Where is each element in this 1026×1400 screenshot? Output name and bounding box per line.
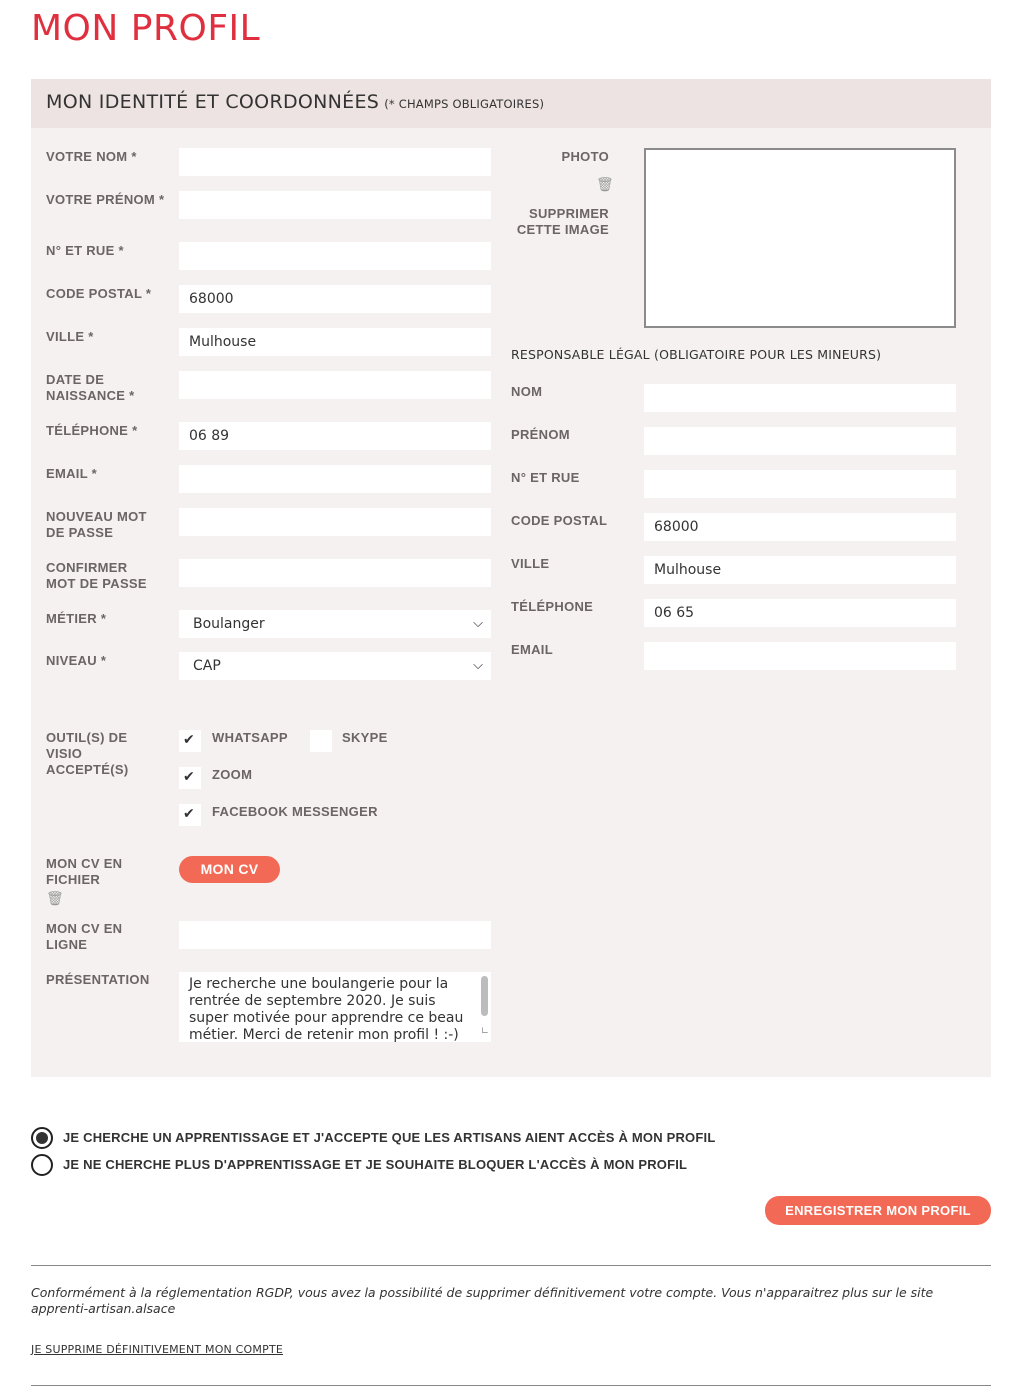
presentation-label: PRÉSENTATION: [46, 972, 150, 987]
code-postal-label: CODE POSTAL *: [46, 286, 152, 301]
legal-code-postal-input[interactable]: 68000: [644, 513, 956, 541]
metier-label: MÉTIER *: [46, 611, 107, 626]
niveau-select[interactable]: [179, 652, 491, 680]
chevron-down-icon: ⌵: [473, 658, 483, 673]
cv-ligne-label: MON CV EN LIGNE: [46, 921, 123, 952]
mon-cv-button[interactable]: MON CV: [179, 856, 280, 883]
telephone-label: TÉLÉPHONE *: [46, 423, 138, 438]
divider: [31, 1265, 991, 1266]
rue-input[interactable]: [179, 242, 491, 270]
legal-ville-label: VILLE: [511, 556, 550, 571]
chevron-down-icon: ⌵: [473, 616, 483, 631]
trash-icon[interactable]: 🗑: [46, 891, 64, 907]
whatsapp-label: WHATSAPP: [212, 730, 288, 745]
trash-icon[interactable]: 🗑: [596, 177, 614, 193]
legal-code-postal-label: CODE POSTAL: [511, 513, 608, 528]
legal-nom-input[interactable]: [644, 384, 956, 412]
niveau-label: NIVEAU *: [46, 653, 107, 668]
panel-header: [31, 79, 991, 128]
profile-panel: [31, 79, 991, 1077]
checkmark-icon: ✔: [183, 769, 195, 785]
zoom-checkbox[interactable]: [179, 767, 201, 789]
facebook-messenger-checkbox[interactable]: [179, 804, 201, 826]
legal-telephone-label: TÉLÉPHONE: [511, 599, 594, 614]
code-postal-input[interactable]: 68000: [179, 285, 491, 313]
confirmer-mdp-label: CONFIRMER MOT DE PASSE: [46, 560, 147, 591]
visio-label: OUTIL(S) DE VISIO ACCEPTÉ(S): [46, 730, 129, 777]
checkmark-icon: ✔: [183, 806, 195, 822]
rue-label: N° ET RUE *: [46, 243, 124, 258]
delete-account-link[interactable]: JE SUPPRIME DÉFINITIVEMENT MON COMPTE: [31, 1343, 284, 1356]
photo-label: PHOTO: [561, 149, 609, 164]
email-label: EMAIL *: [46, 466, 97, 481]
rgpd-note: Conformément à la réglementation RGDP, vous avez la possibilité de supprimer définitivement votre compte. Vous n'apparaitrez plus sur le site apprenti-artisan.alsace: [31, 1285, 934, 1316]
whatsapp-checkbox[interactable]: [179, 730, 201, 752]
presentation-textarea[interactable]: [179, 972, 491, 1042]
legal-email-input[interactable]: [644, 642, 956, 670]
legal-email-label: EMAIL: [511, 642, 553, 657]
legal-prenom-input[interactable]: [644, 427, 956, 455]
nom-input[interactable]: [179, 148, 491, 176]
required-note: (* CHAMPS OBLIGATOIRES): [384, 97, 545, 111]
niveau-value: CAP: [193, 658, 221, 674]
legal-prenom-label: PRÉNOM: [511, 427, 570, 442]
nouveau-mdp-input[interactable]: [179, 508, 491, 536]
prenom-input[interactable]: [179, 191, 491, 219]
resize-grip-icon[interactable]: ∟: [480, 1026, 489, 1037]
legal-rue-input[interactable]: [644, 470, 956, 498]
date-naissance-input[interactable]: [179, 371, 491, 399]
status-label-seeking: JE CHERCHE UN APPRENTISSAGE ET J'ACCEPTE QUE LES ARTISANS AIENT ACCÈS À MON PROFIL: [63, 1130, 716, 1145]
photo-dropzone[interactable]: [644, 148, 956, 328]
prenom-label: VOTRE PRÉNOM *: [46, 192, 165, 207]
legal-section-title: RESPONSABLE LÉGAL (OBLIGATOIRE POUR LES MINEURS): [511, 347, 882, 362]
status-radio-seeking[interactable]: [31, 1127, 53, 1149]
delete-photo-link[interactable]: SUPPRIMER CETTE IMAGE: [516, 206, 609, 237]
section-heading: MON IDENTITÉ ET COORDONNÉES: [46, 91, 380, 113]
telephone-input[interactable]: 06 89: [179, 422, 491, 450]
ville-label: VILLE *: [46, 329, 94, 344]
page-title: MON PROFIL: [31, 8, 261, 49]
skype-checkbox[interactable]: [310, 730, 332, 752]
ville-input[interactable]: Mulhouse: [179, 328, 491, 356]
save-profile-button[interactable]: ENREGISTRER MON PROFIL: [765, 1196, 991, 1225]
skype-label: SKYPE: [342, 730, 388, 745]
nouveau-mdp-label: NOUVEAU MOT DE PASSE: [46, 509, 147, 540]
legal-telephone-input[interactable]: 06 65: [644, 599, 956, 627]
email-input[interactable]: [179, 465, 491, 493]
nom-label: VOTRE NOM *: [46, 149, 137, 164]
legal-rue-label: N° ET RUE: [511, 470, 580, 485]
date-naissance-label: DATE DE NAISSANCE *: [46, 372, 135, 403]
metier-select[interactable]: [179, 610, 491, 638]
zoom-label: ZOOM: [212, 767, 253, 782]
divider: [31, 1385, 991, 1386]
metier-value: Boulanger: [193, 616, 265, 632]
confirmer-mdp-input[interactable]: [179, 559, 491, 587]
presentation-text: Je recherche une boulangerie pour la rentrée de septembre 2020. Je suis super motivée pour apprendre ce beau métier. Merci de retenir mon profil ! :-): [189, 976, 464, 1042]
checkmark-icon: ✔: [183, 732, 195, 748]
scrollbar[interactable]: [481, 976, 488, 1016]
cv-fichier-label: MON CV EN FICHIER: [46, 856, 123, 887]
cv-ligne-input[interactable]: [179, 921, 491, 949]
legal-ville-input[interactable]: Mulhouse: [644, 556, 956, 584]
legal-nom-label: NOM: [511, 384, 543, 399]
status-label-blocked: JE NE CHERCHE PLUS D'APPRENTISSAGE ET JE SOUHAITE BLOQUER L'ACCÈS À MON PROFIL: [63, 1157, 688, 1172]
status-radio-blocked[interactable]: [31, 1154, 53, 1176]
facebook-messenger-label: FACEBOOK MESSENGER: [212, 804, 378, 819]
